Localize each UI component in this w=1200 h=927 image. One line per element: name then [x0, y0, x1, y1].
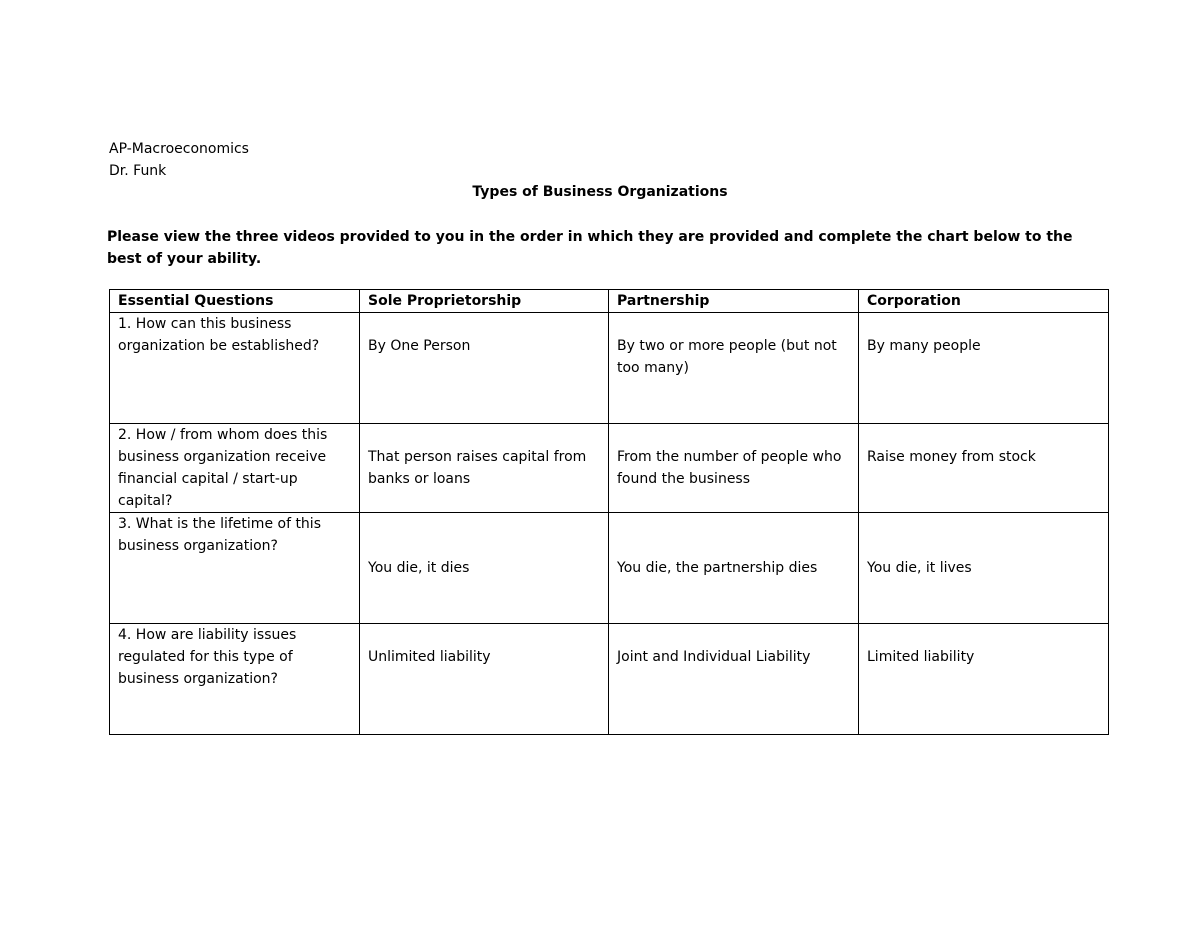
answer-text: Joint and Individual Liability	[617, 649, 811, 665]
column-header-essential-questions: Essential Questions	[110, 290, 360, 313]
sole-proprietorship-cell	[360, 424, 609, 513]
answer-text: Unlimited liability	[368, 649, 491, 665]
table-header-row	[110, 290, 1109, 313]
sole-proprietorship-cell	[360, 624, 609, 735]
sole-proprietorship-cell	[360, 513, 609, 624]
column-header-sole-proprietorship: Sole Proprietorship	[360, 290, 609, 313]
table-row	[110, 424, 1109, 513]
document-title: Types of Business Organizations	[472, 184, 728, 200]
partnership-cell	[609, 313, 859, 424]
question-cell	[110, 313, 360, 424]
partnership-cell	[609, 424, 859, 513]
corporation-cell	[859, 313, 1109, 424]
answer-text: By two or more people (but not too many)	[617, 338, 837, 376]
question-text: 1. How can this business organization be established?	[118, 316, 320, 354]
instructions-text: Please view the three videos provided to you in the order in which they are provided and complete the chart below to the best of your ability.	[107, 229, 1073, 267]
business-organizations-table	[109, 289, 1109, 735]
answer-text: Raise money from stock	[867, 449, 1036, 465]
partnership-cell	[609, 624, 859, 735]
answer-text: By One Person	[368, 338, 471, 354]
answer-text: You die, it lives	[867, 560, 972, 576]
table-row	[110, 513, 1109, 624]
table-row	[110, 313, 1109, 424]
table-row	[110, 624, 1109, 735]
column-header-corporation: Corporation	[859, 290, 1109, 313]
question-text: 2. How / from whom does this business organization receive financial capital / start-up capital?	[118, 427, 328, 509]
question-text: 3. What is the lifetime of this business organization?	[118, 516, 321, 554]
answer-text: Limited liability	[867, 649, 975, 665]
question-text: 4. How are liability issues regulated for this type of business organization?	[118, 627, 297, 687]
answer-text: From the number of people who found the business	[617, 449, 842, 487]
corporation-cell	[859, 624, 1109, 735]
instructor-name: Dr. Funk	[109, 163, 167, 179]
corporation-cell	[859, 513, 1109, 624]
partnership-cell	[609, 513, 859, 624]
question-cell	[110, 424, 360, 513]
answer-text: You die, the partnership dies	[617, 560, 818, 576]
sole-proprietorship-cell	[360, 313, 609, 424]
corporation-cell	[859, 424, 1109, 513]
column-header-partnership: Partnership	[609, 290, 859, 313]
answer-text: That person raises capital from banks or loans	[368, 449, 587, 487]
course-name: AP-Macroeconomics	[109, 141, 249, 157]
question-cell	[110, 513, 360, 624]
answer-text: You die, it dies	[368, 560, 470, 576]
question-cell	[110, 624, 360, 735]
answer-text: By many people	[867, 338, 981, 354]
